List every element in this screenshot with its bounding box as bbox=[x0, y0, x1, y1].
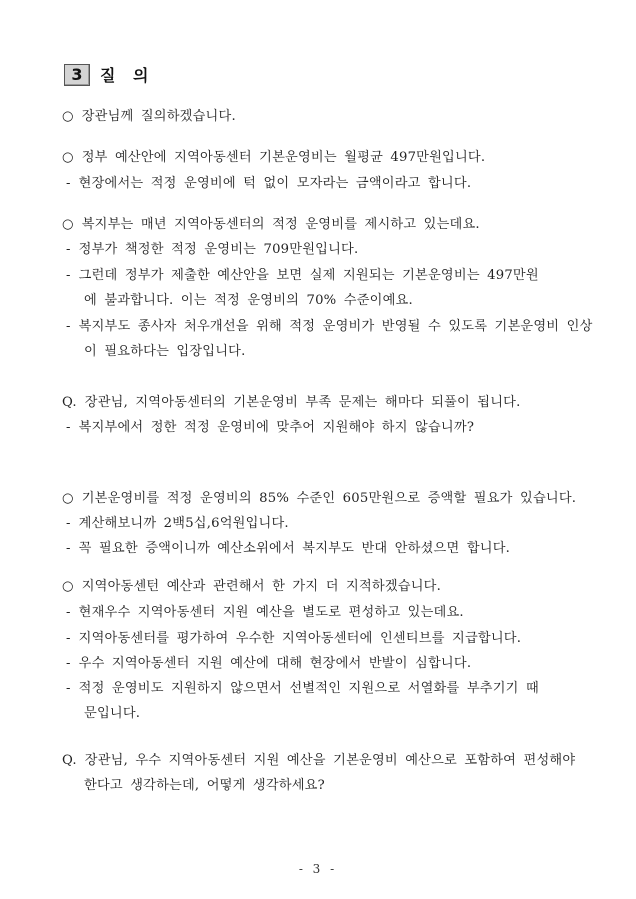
sub-item bbox=[66, 655, 471, 672]
line-text: 그런데 정부가 제출한 예산안을 보면 실제 지원되는 기본운영비는 497만원 bbox=[78, 268, 539, 283]
section-header bbox=[64, 63, 154, 86]
sub-item bbox=[66, 604, 464, 621]
line-text: 복지부에서 정한 적정 운영비에 맞추어 지원해야 하지 않습니까? bbox=[78, 420, 475, 435]
bullet-item bbox=[62, 149, 485, 166]
question-item bbox=[62, 752, 575, 769]
circle-bullet-icon: ○ bbox=[62, 217, 74, 232]
dash-bullet-icon: - bbox=[66, 516, 71, 531]
sub-item bbox=[66, 419, 474, 436]
line-text: 장관님, 우수 지역아동센터 지원 예산을 기본운영비 예산으로 포함하여 편성해야 bbox=[84, 753, 576, 768]
bullet-item bbox=[62, 490, 576, 507]
dash-bullet-icon: - bbox=[66, 268, 71, 283]
dash-bullet-icon: - bbox=[66, 681, 71, 696]
bullet-item bbox=[62, 578, 441, 595]
bullet-item bbox=[62, 108, 236, 125]
dash-bullet-icon: - bbox=[66, 541, 71, 556]
sub-item bbox=[66, 318, 593, 335]
continuation-line bbox=[84, 292, 413, 309]
section-title: 질 의 bbox=[100, 66, 155, 85]
bullet-item bbox=[62, 216, 480, 233]
line-text: 꼭 필요한 증액이니까 예산소위에서 복지부도 반대 안하셨으면 합니다. bbox=[78, 541, 511, 556]
line-text: 현장에서는 적정 운영비에 턱 없이 모자라는 금액이라고 합니다. bbox=[78, 176, 472, 191]
line-text: 복지부는 매년 지역아동센터의 적정 운영비를 제시하고 있는데요. bbox=[81, 217, 480, 232]
line-text: 기본운영비를 적정 운영비의 85% 수준인 605만원으로 증액할 필요가 있습니다. bbox=[81, 491, 577, 506]
line-text: 우수 지역아동센터 지원 예산에 대해 현장에서 반발이 심합니다. bbox=[78, 656, 472, 671]
line-text: 한다고 생각하는데, 어떻게 생각하세요? bbox=[84, 778, 325, 793]
line-text: 에 불과합니다. 이는 적정 운영비의 70% 수준이예요. bbox=[84, 293, 413, 308]
circle-bullet-icon: ○ bbox=[62, 150, 74, 165]
line-text: 장관님께 질의하겠습니다. bbox=[81, 109, 236, 124]
continuation-line bbox=[84, 343, 246, 360]
dash-bullet-icon: - bbox=[66, 420, 71, 435]
line-text: 정부 예산안에 지역아동센터 기본운영비는 월평균 497만원입니다. bbox=[81, 150, 486, 165]
circle-bullet-icon: ○ bbox=[62, 109, 74, 124]
line-text: 복지부도 종사자 처우개선을 위해 적정 운영비가 반영될 수 있도록 기본운영비 인상 bbox=[78, 319, 593, 334]
question-marker: Q. bbox=[62, 395, 77, 410]
dash-bullet-icon: - bbox=[66, 319, 71, 334]
page-number: - 3 - bbox=[298, 862, 338, 876]
continuation-line bbox=[84, 705, 140, 722]
sub-item bbox=[66, 680, 539, 697]
sub-item bbox=[66, 515, 289, 532]
continuation-line bbox=[84, 777, 325, 794]
circle-bullet-icon: ○ bbox=[62, 491, 74, 506]
dash-bullet-icon: - bbox=[66, 631, 71, 646]
section-number-badge: 3 bbox=[64, 64, 90, 86]
line-text: 정부가 책정한 적정 운영비는 709만원입니다. bbox=[78, 242, 359, 257]
question-marker: Q. bbox=[62, 753, 77, 768]
sub-item bbox=[66, 241, 358, 258]
circle-bullet-icon: ○ bbox=[62, 579, 74, 594]
line-text: 이 필요하다는 입장입니다. bbox=[84, 344, 246, 359]
dash-bullet-icon: - bbox=[66, 605, 71, 620]
line-text: 계산해보니까 2백5십,6억원입니다. bbox=[78, 516, 289, 531]
sub-item bbox=[66, 540, 510, 557]
line-text: 장관님, 지역아동센터의 기본운영비 부족 문제는 해마다 되풀이 됩니다. bbox=[84, 395, 521, 410]
dash-bullet-icon: - bbox=[66, 176, 71, 191]
sub-item bbox=[66, 630, 521, 647]
sub-item bbox=[66, 267, 539, 284]
dash-bullet-icon: - bbox=[66, 242, 71, 257]
dash-bullet-icon: - bbox=[66, 656, 71, 671]
line-text: 지역아동센터를 평가하여 우수한 지역아동센터에 인센티브를 지급합니다. bbox=[78, 631, 522, 646]
line-text: 지역아동센턴 예산과 관련해서 한 가지 더 지적하겠습니다. bbox=[81, 579, 441, 594]
line-text: 현재우수 지역아동센터 지원 예산을 별도로 편성하고 있는데요. bbox=[78, 605, 464, 620]
question-item bbox=[62, 394, 521, 411]
sub-item bbox=[66, 175, 471, 192]
line-text: 문입니다. bbox=[84, 706, 141, 721]
line-text: 적정 운영비도 지원하지 않으면서 선별적인 지원으로 서열화를 부추기기 때 bbox=[78, 681, 539, 696]
